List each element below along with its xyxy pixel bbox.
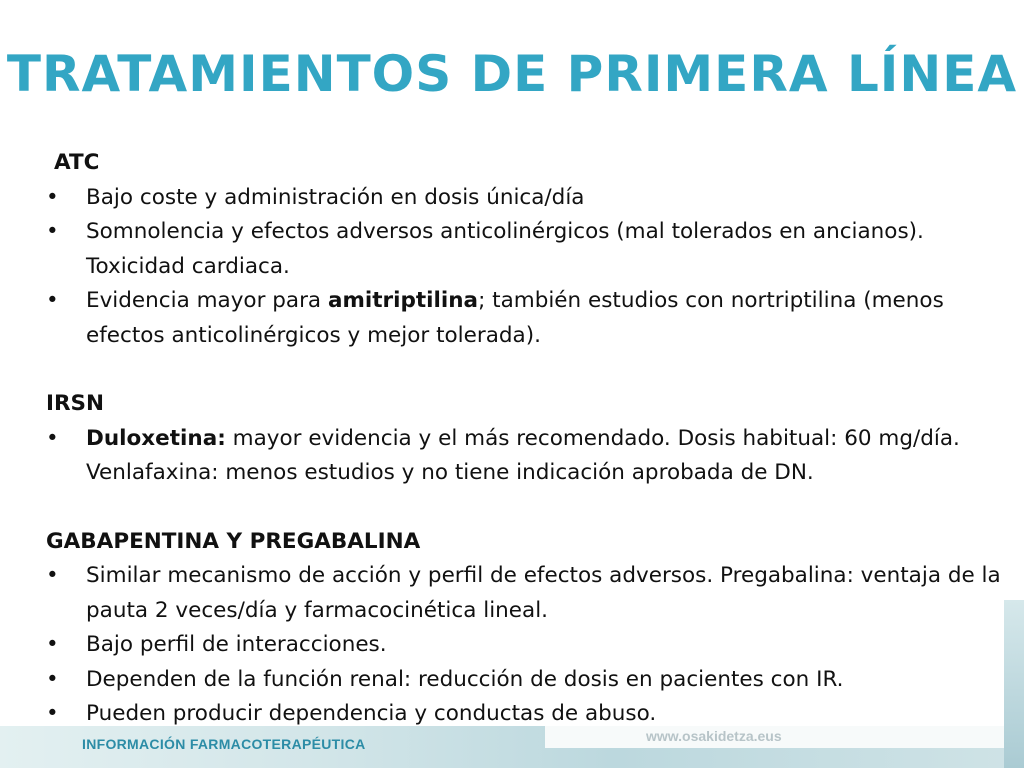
section-heading-atc: ATC [54, 150, 100, 175]
emphasis-text: Duloxetina: [86, 425, 226, 451]
list-item-text: ; también estudios con nortriptilina (menos efectos anticolinérgicos y mejor tolerada). [86, 288, 944, 348]
section-heading-irsn: IRSN [46, 391, 105, 416]
list-item: • Similar mecanismo de acción y perfil de efectos adversos. Pregabalina: ventaja de la pauta 2 veces/día y farmacocinética lineal. [46, 559, 1006, 628]
side-band [1004, 600, 1024, 768]
list-item: • Bajo coste y administración en dosis única/día [46, 181, 1006, 216]
irsn-list [46, 422, 1006, 491]
atc-list [46, 181, 1006, 354]
list-item: • Pueden producir dependencia y conductas de abuso. [46, 697, 1006, 732]
emphasis-text: amitriptilina [327, 288, 479, 313]
list-item: • Somnolencia y efectos adversos anticolinérgicos (mal tolerados en ancianos). Toxicidad cardiaca. [46, 215, 1006, 284]
list-item-text: Evidencia mayor para [86, 288, 328, 313]
list-item [46, 422, 1006, 491]
gaba-list [46, 559, 1006, 732]
list-item-text: mayor evidencia y el más recomendado. Dosis habitual: 60 mg/día. Venlafaxina: menos estudios y no tiene indicación aprobada de DN. [86, 425, 960, 485]
section-heading-gabapentina: GABAPENTINA Y PREGABALINA [46, 528, 421, 554]
footer-label: INFORMACIÓN FARMACOTERAPÉUTICA [82, 736, 366, 752]
slide-content [46, 146, 1006, 732]
footer-url: www.osakidetza.eus [646, 728, 782, 744]
list-item [46, 284, 1006, 353]
slide-title: TRATAMIENTOS DE PRIMERA LÍNEA [6, 44, 1018, 103]
list-item: • Bajo perfil de interacciones. [46, 628, 1006, 663]
list-item: • Dependen de la función renal: reducción de dosis en pacientes con IR. [46, 663, 1006, 698]
